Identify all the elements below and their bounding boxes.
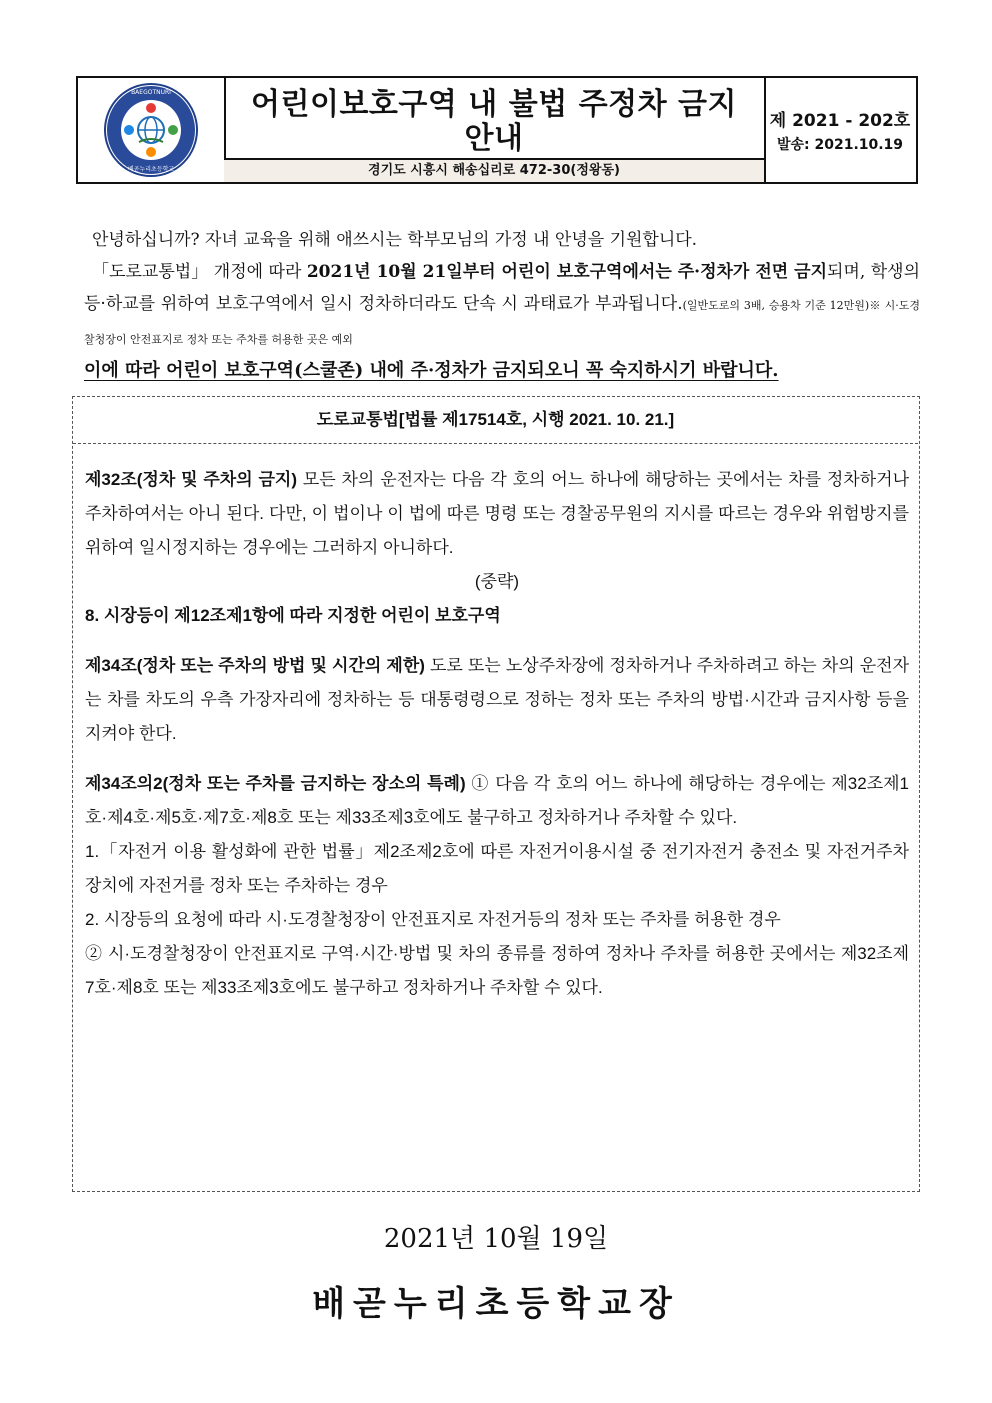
school-logo-cell [78,78,226,182]
article-34-title: 제34조(정차 또는 주차의 방법 및 시간의 제한) [85,656,425,675]
document-header [76,76,918,184]
school-address: 경기도 시흥시 해송십리로 472-30(정왕동) [224,158,764,182]
notice-text-b: 되며, 학생의 등·하교를 위하여 보호구역에서 일시 정차하더라도 단속 시 과태료가 부과됩니다. [84,262,921,314]
fine-note: (일반도로의 3배, 승용차 기준 12만원)※ 시·도경찰청장이 안전표지로 정차 또는 주차를 허용한 곳은 예외 [84,299,920,346]
article-34-2-text: ① 다음 각 호의 어느 하나에 해당하는 경우에는 제32조제1호·제4호·제5호·제7호·제8호 또는 제33조제3호에도 불구하고 정차하거나 주차할 수 있다. [85,774,909,827]
article-32 [85,463,909,565]
document-title [224,88,764,156]
law-excerpt-box [72,396,920,1192]
issue-number: 제 2021 - 202호 [769,111,911,131]
law-heading: 도로교통법[법률 제17514호, 시행 2021. 10. 21.] [73,397,918,444]
article-34-2 [85,767,909,835]
signer-name: 배곧누리초등학교장 [312,1284,680,1324]
article-32-title: 제32조(정차 및 주차의 금지) [85,470,297,489]
article-34-text: 도로 또는 노상주차장에 정차하거나 주차하려고 하는 차의 운전자는 차를 차도의 우측 가장자리에 정차하는 등 대통령령으로 정하는 정차 또는 주차의 방법·시간과 금지사항 등을 지켜야 한다. [85,656,909,743]
paragraph-2: ② 시·도경찰청장이 안전표지로 구역·시간·방법 및 차의 종류를 정하여 정차나 주차를 허용한 곳에서는 제32조제7호·제8호 또는 제33조제3호에도 불구하고 정차하거나 주차할 수 있다. [85,944,909,997]
article-34 [85,649,909,751]
article-32-text: 모든 차의 운전자는 다음 각 호의 어느 하나에 해당하는 곳에서는 차를 정차하거나 주차하여서는 아니 된다. 다만, 이 법이나 이 법에 따른 명령 또는 경찰공무원의 지시를 따르는 경우와 위험방지를 위하여 일시정지하는 경우에는 그러하지 아니하다. [85,470,909,557]
school-emblem-icon [103,82,199,178]
issue-date-footer: 2021년 10월 19일 [383,1224,609,1254]
issue-date: 발송: 2021.10.19 [776,137,904,153]
law-body [85,463,909,1005]
sub-item-2: 2. 시장등의 요청에 따라 시·도경찰청장이 안전표지로 자전거등의 정차 또는 주차를 허용한 경우 [85,910,781,929]
notice-paragraph [84,256,920,356]
article-34-2-title: 제34조의2(정차 또는 주차를 금지하는 장소의 특례) [85,774,466,793]
title-line-1: 어린이보호구역 내 불법 주정차 금지 [251,87,737,122]
greeting-paragraph: 안녕하십니까? 자녀 교육을 위해 애쓰시는 학부모님의 가정 내 안녕을 기원합니다. [92,230,698,250]
intro-section [84,224,920,356]
notice-underlined: 이에 따라 어린이 보호구역(스쿨존) 내에 주·정차가 금지되오니 꼭 숙지하시기 바랍니다. [84,360,779,381]
title-cell [224,78,766,182]
notice-text-bold: 2021년 10월 21일부터 어린이 보호구역에서는 주·정차가 전면 금지 [306,262,828,282]
svg-text:배곧누리초등학교: 배곧누리초등학교 [127,166,175,173]
issue-cell [764,78,916,182]
item-8: 8. 시장등이 제12조제1항에 따라 지정한 어린이 보호구역 [85,606,501,625]
svg-text:BAEGOTNURI: BAEGOTNURI [131,89,171,96]
notice-text-a: 「도로교통법」 개정에 따라 [92,262,307,282]
sub-item-1: 1.「자전거 이용 활성화에 관한 법률」제2조제2호에 따른 자전거이용시설 중 전기자전거 충전소 및 자전거주차장치에 자전거를 정차 또는 주차하는 경우 [85,842,909,895]
title-line-2: 안내 [464,121,524,156]
omitted-mark: (중략) [474,572,520,591]
